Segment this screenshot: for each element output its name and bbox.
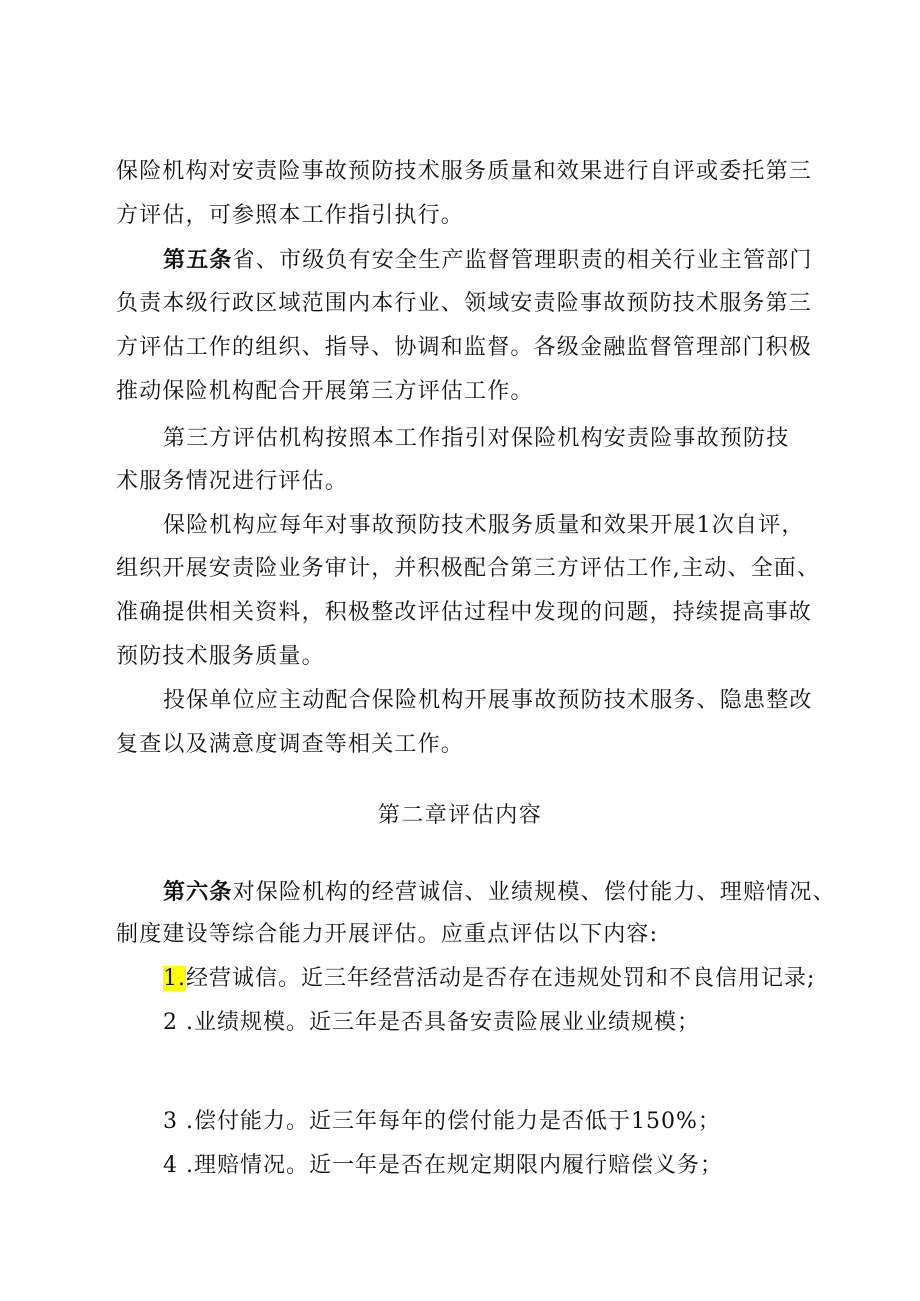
- paragraph-line: 方评估工作的组织、指导、协调和监督。各级金融监督管理部门积极: [116, 335, 813, 360]
- article-5-label: 第五条: [163, 247, 233, 273]
- item-number: 2: [163, 1010, 178, 1035]
- paragraph-line: 第三方评估机构按照本工作指引对保险机构安责险事故预防技: [163, 426, 790, 451]
- item-number-highlight: 1.: [163, 966, 186, 991]
- item-text: .偿付能力。近三年每年的偿付能力是否低于150%；: [178, 1109, 721, 1134]
- paragraph-line: 保险机构对安责险事故预防技术服务质量和效果进行自评或委托第三: [116, 159, 813, 184]
- paragraph-line: 准确提供相关资料，积极整改评估过程中发现的问题，持续提高事故: [116, 600, 813, 625]
- article-6-line: [163, 877, 863, 908]
- paragraph-line: 制度建设等综合能力开展评估。应重点评估以下内容:: [116, 922, 659, 947]
- list-item: [163, 964, 823, 994]
- item-text: .业绩规模。近三年是否具备安责险展业业绩规模；: [178, 1010, 700, 1035]
- article-5-line: [163, 245, 863, 276]
- list-item: [163, 1151, 823, 1181]
- paragraph-line: 组织开展安责险业务审计，并积极配合第三方评估工作,主动、全面、: [116, 556, 821, 581]
- list-item: [163, 1107, 823, 1137]
- paragraph-line: 术服务情况进行评估。: [116, 469, 349, 494]
- item-number: 3: [163, 1109, 178, 1134]
- paragraph-line: 投保单位应主动配合保险机构开展事故预防技术服务、隐患整改: [163, 688, 813, 713]
- item-text: 经营诚信。近三年经营活动是否存在违规处罚和不良信用记录;: [186, 966, 816, 991]
- chapter-heading: 第二章评估内容: [377, 803, 543, 828]
- article-5-text: 省、市级负有安全生产监督管理职责的相关行业主管部门: [232, 248, 813, 273]
- article-6-label: 第六条: [163, 879, 233, 905]
- paragraph-line: 方评估，可参照本工作指引执行。: [116, 203, 465, 228]
- paragraph-line: 保险机构应每年对事故预防技术服务质量和效果开展1次自评，: [163, 513, 805, 538]
- article-6-text: 对保险机构的经营诚信、业绩规模、偿付能力、理赔情况、: [232, 880, 836, 905]
- paragraph-line: 推动保险机构配合开展第三方评估工作。: [116, 379, 534, 404]
- paragraph-line: 负责本级行政区域范围内本行业、领域安责险事故预防技术服务第三: [116, 291, 813, 316]
- paragraph-line: 复查以及满意度调查等相关工作。: [116, 732, 465, 757]
- item-text: .理赔情况。近一年是否在规定期限内履行赔偿义务；: [178, 1153, 723, 1178]
- item-number: 4: [163, 1153, 178, 1178]
- paragraph-line: 预防技术服务质量。: [116, 644, 325, 669]
- list-item: [163, 1008, 823, 1038]
